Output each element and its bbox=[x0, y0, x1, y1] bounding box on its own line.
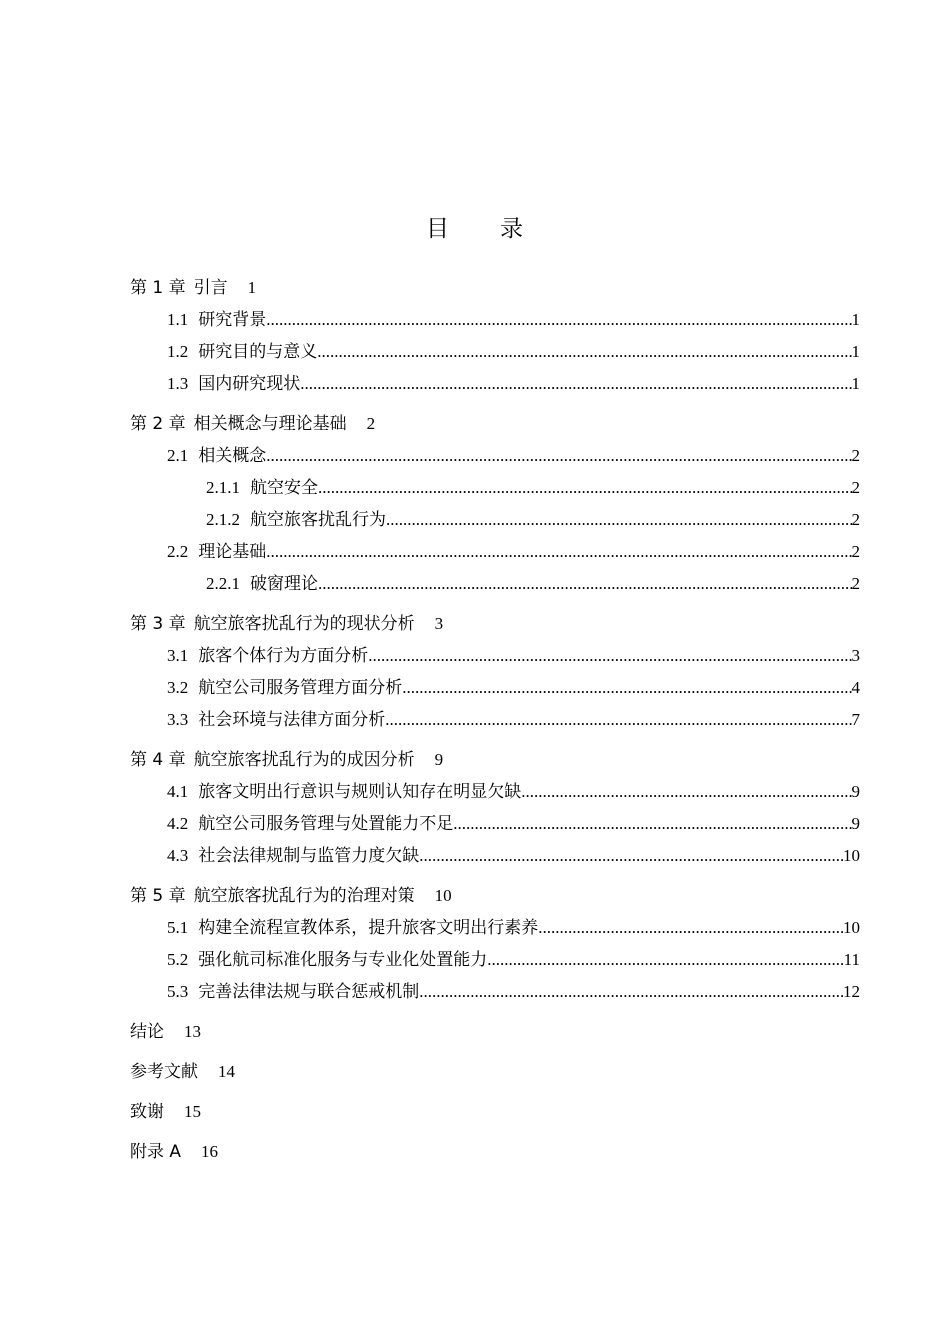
dot-leader bbox=[266, 440, 851, 472]
section-page-number: 1 bbox=[851, 342, 860, 361]
section-page-number: 11 bbox=[843, 950, 860, 969]
section-title: 研究背景 bbox=[198, 310, 267, 329]
chapter-title: 参考文献 bbox=[130, 1062, 198, 1082]
toc-entry[interactable] bbox=[130, 368, 860, 400]
dot-leader bbox=[317, 336, 851, 368]
section-number: 5.3 bbox=[167, 982, 189, 1001]
dot-leader bbox=[318, 472, 852, 504]
section-title: 破窗理论 bbox=[250, 574, 318, 593]
section-title: 构建全流程宣教体系，提升旅客文明出行素养 bbox=[198, 918, 539, 937]
table-of-contents bbox=[130, 272, 860, 1168]
chapter-page-number: 15 bbox=[184, 1102, 201, 1121]
section-page-number: 4 bbox=[851, 678, 860, 697]
section-number: 1.1 bbox=[167, 310, 189, 329]
chapter-page-number: 2 bbox=[366, 414, 376, 433]
dot-leader bbox=[386, 504, 852, 536]
section-title: 研究目的与意义 bbox=[198, 342, 318, 361]
toc-entry[interactable] bbox=[130, 672, 860, 704]
section-title: 航空公司服务管理方面分析 bbox=[198, 678, 403, 697]
section-number: 2.1.2 bbox=[206, 510, 240, 529]
toc-entry[interactable] bbox=[130, 976, 860, 1008]
section-number: 3.2 bbox=[167, 678, 189, 697]
toc-entry[interactable] bbox=[130, 704, 860, 736]
section-page-number: 3 bbox=[851, 646, 860, 665]
section-title: 社会环境与法律方面分析 bbox=[198, 710, 386, 729]
chapter-title: 致谢 bbox=[130, 1102, 164, 1122]
chapter-title: 相关概念与理论基础 bbox=[193, 414, 347, 434]
dot-leader bbox=[521, 776, 851, 808]
section-number: 2.2.1 bbox=[206, 574, 240, 593]
section-number: 2.1.1 bbox=[206, 478, 240, 497]
section-title: 航空安全 bbox=[250, 478, 318, 497]
section-number: 1.2 bbox=[167, 342, 189, 361]
toc-chapter[interactable] bbox=[130, 1016, 860, 1048]
chapter-title: 航空旅客扰乱行为的成因分析 bbox=[193, 750, 415, 770]
section-number: 4.1 bbox=[167, 782, 189, 801]
section-title: 旅客个体行为方面分析 bbox=[198, 646, 369, 665]
chapter-title: 引言 bbox=[193, 278, 228, 298]
chapter-number: 第 3 章 bbox=[130, 614, 186, 634]
chapter-number: 第 1 章 bbox=[130, 278, 186, 298]
chapter-number: 第 4 章 bbox=[130, 750, 186, 770]
chapter-page-number: 9 bbox=[434, 750, 444, 769]
toc-entry[interactable] bbox=[130, 912, 860, 944]
dot-leader bbox=[300, 368, 851, 400]
dot-leader bbox=[419, 976, 843, 1008]
section-page-number: 7 bbox=[851, 710, 860, 729]
toc-chapter[interactable] bbox=[130, 1096, 860, 1128]
section-title: 相关概念 bbox=[198, 446, 267, 465]
section-number: 1.3 bbox=[167, 374, 189, 393]
dot-leader bbox=[266, 536, 851, 568]
chapter-number: 第 5 章 bbox=[130, 886, 186, 906]
toc-chapter[interactable] bbox=[130, 744, 860, 776]
section-title: 航空旅客扰乱行为 bbox=[250, 510, 386, 529]
chapter-page-number: 3 bbox=[434, 614, 444, 633]
toc-chapter[interactable] bbox=[130, 608, 860, 640]
section-title: 社会法律规制与监管力度欠缺 bbox=[198, 846, 420, 865]
section-page-number: 9 bbox=[851, 782, 860, 801]
dot-leader bbox=[266, 304, 851, 336]
section-page-number: 12 bbox=[843, 982, 860, 1001]
chapter-page-number: 10 bbox=[434, 886, 452, 905]
section-page-number: 2 bbox=[851, 478, 860, 497]
section-page-number: 1 bbox=[851, 310, 860, 329]
toc-chapter[interactable] bbox=[130, 1136, 860, 1168]
toc-entry[interactable] bbox=[130, 840, 860, 872]
section-number: 3.1 bbox=[167, 646, 189, 665]
section-title: 理论基础 bbox=[198, 542, 267, 561]
toc-entry[interactable] bbox=[130, 776, 860, 808]
toc-entry[interactable] bbox=[130, 944, 860, 976]
toc-entry[interactable] bbox=[130, 336, 860, 368]
section-page-number: 10 bbox=[843, 918, 860, 937]
section-title: 旅客文明出行意识与规则认知存在明显欠缺 bbox=[198, 782, 522, 801]
chapter-title: 附录 A bbox=[130, 1142, 182, 1162]
section-title: 航空公司服务管理与处置能力不足 bbox=[198, 814, 454, 833]
section-page-number: 9 bbox=[851, 814, 860, 833]
toc-entry[interactable] bbox=[130, 808, 860, 840]
section-number: 2.2 bbox=[167, 542, 189, 561]
toc-entry[interactable] bbox=[130, 472, 860, 504]
section-number: 5.2 bbox=[167, 950, 189, 969]
dot-leader bbox=[538, 912, 843, 944]
dot-leader bbox=[487, 944, 843, 976]
dot-leader bbox=[453, 808, 851, 840]
toc-entry[interactable] bbox=[130, 640, 860, 672]
toc-chapter[interactable] bbox=[130, 272, 860, 304]
chapter-title: 结论 bbox=[130, 1022, 164, 1042]
toc-chapter[interactable] bbox=[130, 1056, 860, 1088]
chapter-page-number: 1 bbox=[247, 278, 257, 297]
section-number: 5.1 bbox=[167, 918, 189, 937]
chapter-title: 航空旅客扰乱行为的治理对策 bbox=[193, 886, 415, 906]
dot-leader bbox=[402, 672, 851, 704]
chapter-title: 航空旅客扰乱行为的现状分析 bbox=[193, 614, 415, 634]
section-number: 3.3 bbox=[167, 710, 189, 729]
section-number: 4.3 bbox=[167, 846, 189, 865]
dot-leader bbox=[385, 704, 851, 736]
section-page-number: 2 bbox=[851, 542, 860, 561]
toc-entry[interactable] bbox=[130, 504, 860, 536]
chapter-page-number: 13 bbox=[184, 1022, 201, 1041]
section-page-number: 1 bbox=[851, 374, 860, 393]
section-number: 2.1 bbox=[167, 446, 189, 465]
dot-leader bbox=[419, 840, 843, 872]
toc-chapter[interactable] bbox=[130, 880, 860, 912]
section-title: 完善法律法规与联合惩戒机制 bbox=[198, 982, 420, 1001]
toc-entry[interactable] bbox=[130, 440, 860, 472]
dot-leader bbox=[368, 640, 851, 672]
chapter-page-number: 14 bbox=[218, 1062, 235, 1081]
toc-entry[interactable] bbox=[130, 304, 860, 336]
title-char-right: 录 bbox=[500, 216, 524, 242]
chapter-page-number: 16 bbox=[201, 1142, 219, 1161]
page-title bbox=[0, 210, 950, 243]
dot-leader bbox=[318, 568, 852, 600]
section-page-number: 10 bbox=[843, 846, 860, 865]
section-number: 4.2 bbox=[167, 814, 189, 833]
chapter-number: 第 2 章 bbox=[130, 414, 186, 434]
section-page-number: 2 bbox=[851, 574, 860, 593]
section-page-number: 2 bbox=[851, 510, 860, 529]
title-char-left: 目 bbox=[426, 216, 450, 242]
section-title: 强化航司标准化服务与专业化处置能力 bbox=[198, 950, 488, 969]
section-page-number: 2 bbox=[851, 446, 860, 465]
toc-entry[interactable] bbox=[130, 568, 860, 600]
section-title: 国内研究现状 bbox=[198, 374, 301, 393]
toc-chapter[interactable] bbox=[130, 408, 860, 440]
toc-entry[interactable] bbox=[130, 536, 860, 568]
